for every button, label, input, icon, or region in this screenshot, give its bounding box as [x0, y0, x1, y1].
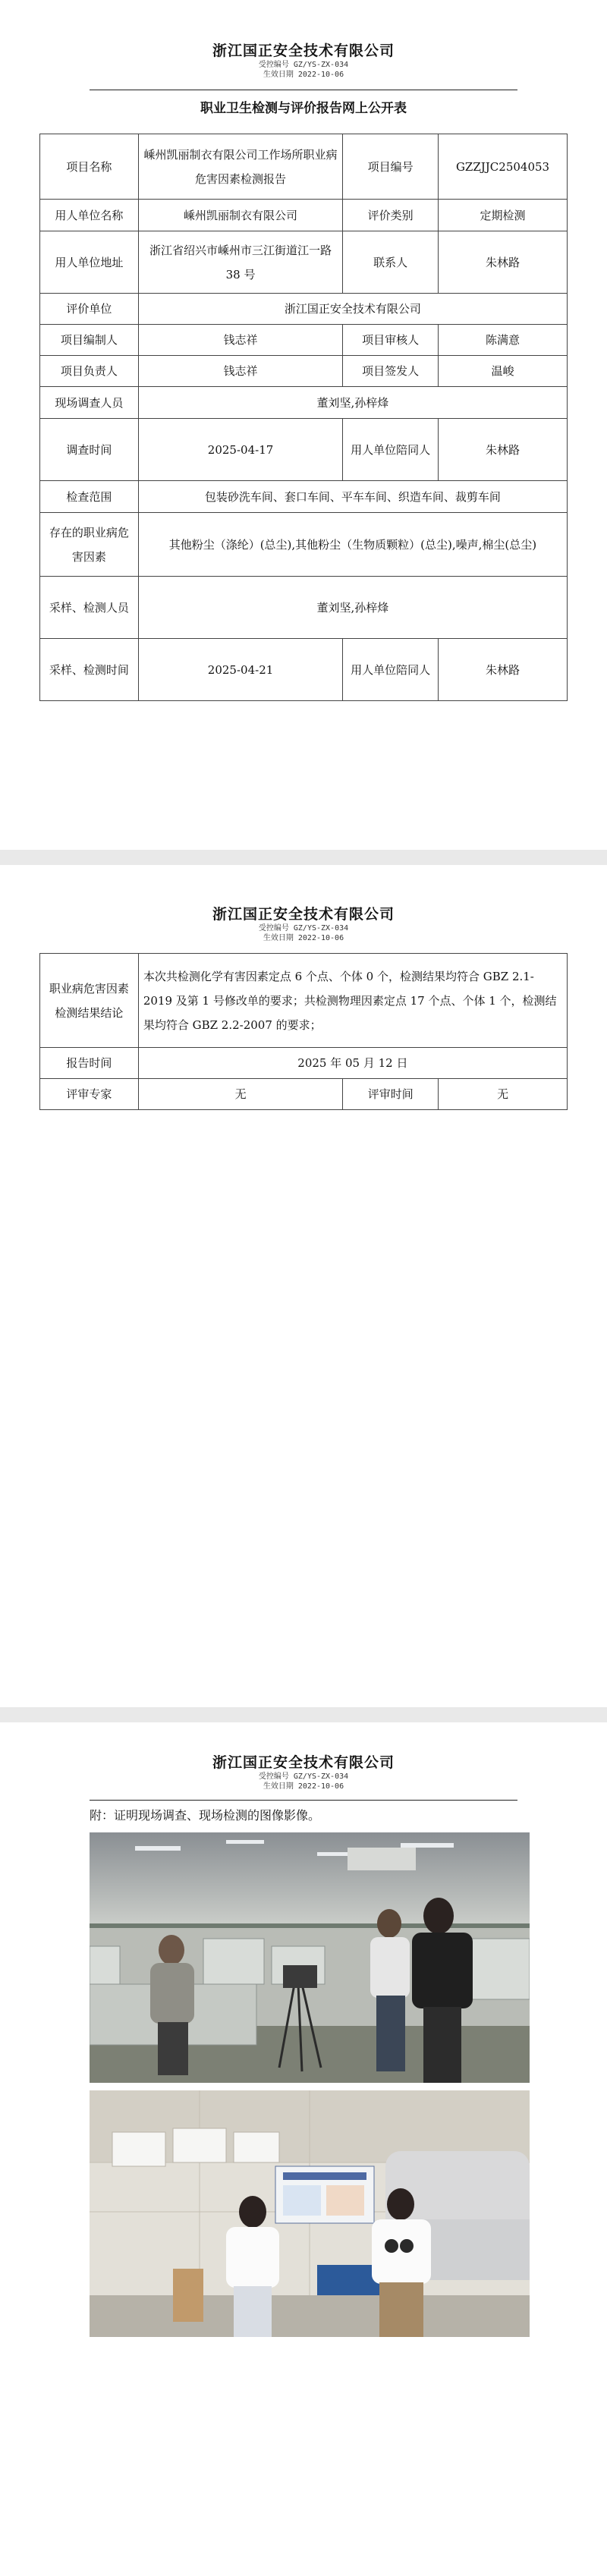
value-review-time: 无	[439, 1079, 568, 1110]
control-number: 受控编号 GZ/YS-ZX-034	[258, 924, 349, 933]
value-eval-type: 定期检测	[439, 200, 568, 231]
label-sample-time: 采样、检测时间	[40, 639, 139, 701]
value-hazards: 其他粉尘（涤纶）(总尘),其他粉尘（生物质颗粒）(总尘),噪声,棉尘(总尘)	[138, 513, 567, 577]
page-header	[90, 39, 517, 80]
value-contact: 朱林路	[439, 231, 568, 294]
label-conclusion: 职业病危害因素检测结果结论	[40, 954, 139, 1048]
site-photo-detection	[90, 1832, 530, 2083]
page-header	[90, 903, 517, 943]
label-eval-unit: 评价单位	[40, 294, 139, 325]
effective-date: 生效日期 2022-10-06	[263, 934, 344, 942]
label-leader: 项目负责人	[40, 356, 139, 387]
value-conclusion: 本次共检测化学有害因素定点 6 个点、个体 0 个，检测结果均符合 GBZ 2.1-2019 及第 1 号修改单的要求；共检测物理因素定点 17 个点、个体 1 个，检测结果均符合 GBZ 2.2-2007 的要求；	[138, 954, 567, 1048]
value-samplers: 董刘坚,孙梓烽	[138, 577, 567, 639]
value-project-name: 嵊州凯丽制衣有限公司工作场所职业病危害因素检测报告	[138, 134, 343, 200]
warehouse-group-image	[90, 2090, 530, 2337]
page-1	[0, 0, 607, 850]
value-address: 浙江省绍兴市嵊州市三江街道江一路 38 号	[138, 231, 343, 294]
appendix-note: 附：证明现场调查、现场检测的图像影像。	[90, 1808, 321, 1823]
value-employer: 嵊州凯丽制衣有限公司	[138, 200, 343, 231]
site-photo-survey	[90, 2090, 530, 2337]
label-surveyors: 现场调查人员	[40, 387, 139, 419]
control-number: 受控编号 GZ/YS-ZX-034	[258, 1772, 349, 1781]
value-issuer: 温峻	[439, 356, 568, 387]
company-name: 浙江国正安全技术有限公司	[212, 1754, 395, 1771]
label-review-time: 评审时间	[343, 1079, 439, 1110]
label-report-time: 报告时间	[40, 1048, 139, 1079]
label-address: 用人单位地址	[40, 231, 139, 294]
company-name: 浙江国正安全技术有限公司	[212, 42, 395, 59]
label-accompany-1: 用人单位陪同人	[343, 419, 439, 481]
value-survey-time: 2025-04-17	[138, 419, 343, 481]
label-employer: 用人单位名称	[40, 200, 139, 231]
label-hazards: 存在的职业病危害因素	[40, 513, 139, 577]
label-compiler: 项目编制人	[40, 325, 139, 356]
label-issuer: 项目签发人	[343, 356, 439, 387]
document-title: 职业卫生检测与评价报告网上公开表	[200, 101, 407, 116]
page-header	[90, 1751, 517, 1791]
page-2	[0, 865, 607, 1707]
value-report-time: 2025 年 05 月 12 日	[138, 1048, 567, 1079]
label-accompany-2: 用人单位陪同人	[343, 639, 439, 701]
value-compiler: 钱志祥	[138, 325, 343, 356]
label-project-name: 项目名称	[40, 134, 139, 200]
label-samplers: 采样、检测人员	[40, 577, 139, 639]
value-eval-unit: 浙江国正安全技术有限公司	[138, 294, 567, 325]
label-expert: 评审专家	[40, 1079, 139, 1110]
label-project-no: 项目编号	[343, 134, 439, 200]
effective-date: 生效日期 2022-10-06	[263, 1782, 344, 1791]
value-accompany-1: 朱林路	[439, 419, 568, 481]
header-divider	[90, 1800, 517, 1801]
label-survey-time: 调查时间	[40, 419, 139, 481]
label-scope: 检查范围	[40, 481, 139, 513]
value-project-no: GZZJJC2504053	[439, 134, 568, 200]
conclusion-table	[39, 953, 568, 1110]
value-accompany-2: 朱林路	[439, 639, 568, 701]
effective-date: 生效日期 2022-10-06	[263, 71, 344, 79]
label-contact: 联系人	[343, 231, 439, 294]
value-sample-time: 2025-04-21	[138, 639, 343, 701]
value-reviewer: 陈满意	[439, 325, 568, 356]
company-name: 浙江国正安全技术有限公司	[212, 906, 395, 923]
value-surveyors: 董刘坚,孙梓烽	[138, 387, 567, 419]
report-info-table	[39, 134, 568, 701]
page-3	[0, 1722, 607, 2576]
label-eval-type: 评价类别	[343, 200, 439, 231]
factory-floor-image	[90, 1832, 530, 2083]
control-number: 受控编号 GZ/YS-ZX-034	[258, 61, 349, 69]
label-reviewer: 项目审核人	[343, 325, 439, 356]
value-scope: 包装砂洗车间、套口车间、平车车间、织造车间、裁剪车间	[138, 481, 567, 513]
value-expert: 无	[138, 1079, 343, 1110]
value-leader: 钱志祥	[138, 356, 343, 387]
